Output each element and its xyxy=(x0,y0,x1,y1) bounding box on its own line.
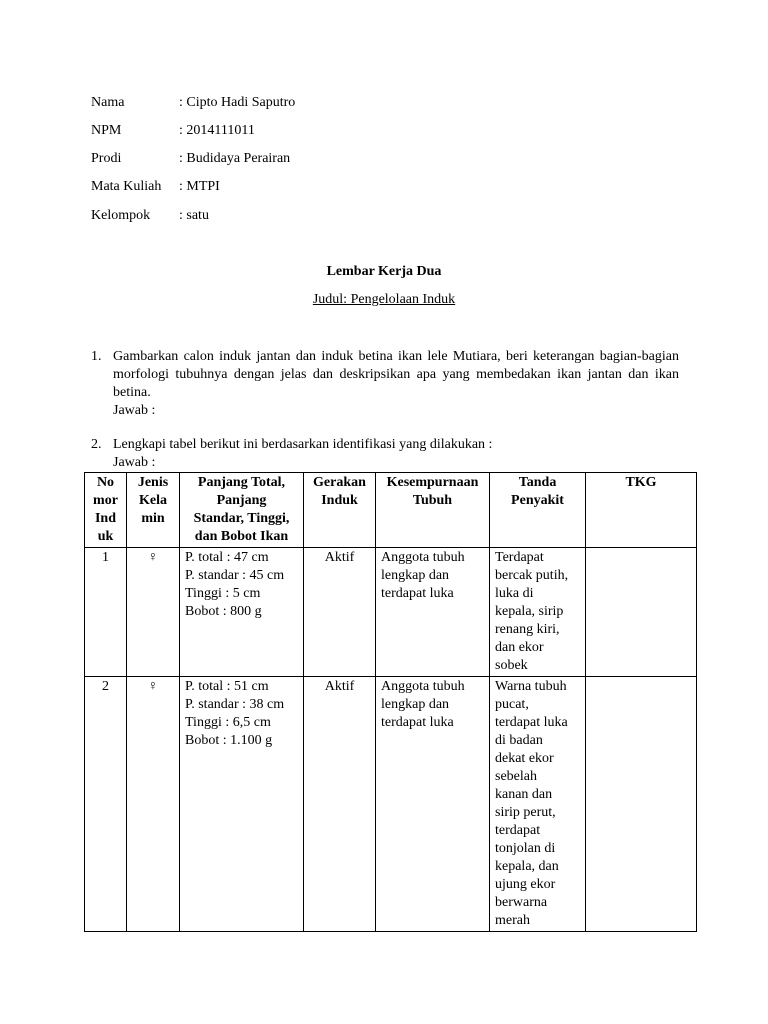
header-kesempurnaan-tubuh: Kesempurnaan Tubuh xyxy=(376,473,490,548)
header-tanda-penyakit: Tanda Penyakit xyxy=(490,473,586,548)
cell-kesempurnaan: Anggota tubuh lengkap dan terdapat luka xyxy=(376,677,490,932)
header-ukuran-ikan: Panjang Total, Panjang Standar, Tinggi, dan Bobot Ikan xyxy=(180,473,304,548)
table-row xyxy=(85,548,697,677)
info-label: NPM xyxy=(91,123,122,138)
cell-gerakan: Aktif xyxy=(304,548,376,677)
cell-kesempurnaan: Anggota tubuh lengkap dan terdapat luka xyxy=(376,548,490,677)
cell-nomor: 1 xyxy=(85,548,127,677)
table-row xyxy=(85,677,697,932)
header-tkg: TKG xyxy=(586,473,697,548)
header-jenis-kelamin: Jenis Kela min xyxy=(127,473,180,548)
info-value: : Budidaya Perairan xyxy=(179,151,291,166)
info-label: Kelompok xyxy=(91,208,151,223)
cell-tkg xyxy=(586,548,697,677)
cell-tkg xyxy=(586,677,697,932)
question-number: 1. xyxy=(91,349,102,364)
answer-label: Jawab : xyxy=(113,455,156,470)
cell-nomor: 2 xyxy=(85,677,127,932)
question-text: Lengkapi tabel berikut ini berdasarkan identifikasi yang dilakukan : xyxy=(113,437,493,452)
table-header-row xyxy=(85,473,697,548)
female-symbol-icon: ♀ xyxy=(127,548,180,677)
answer-label: Jawab : xyxy=(113,403,156,418)
header-nomor-induk: No mor Ind uk xyxy=(85,473,127,548)
question-number: 2. xyxy=(91,437,102,452)
document-subtitle: Judul: Pengelolaan Induk xyxy=(312,292,456,307)
document-title: Lembar Kerja Dua xyxy=(326,264,442,279)
cell-ukuran: P. total : 47 cm P. standar : 45 cm Tinggi : 5 cm Bobot : 800 g xyxy=(180,548,304,677)
cell-gerakan: Aktif xyxy=(304,677,376,932)
female-symbol-icon: ♀ xyxy=(127,677,180,932)
info-label: Nama xyxy=(91,95,125,110)
info-label: Mata Kuliah xyxy=(91,179,162,194)
info-value: : Cipto Hadi Saputro xyxy=(179,95,296,110)
info-value: : 2014111011 xyxy=(179,123,255,138)
cell-penyakit: Warna tubuh pucat, terdapat luka di badan dekat ekor sebelah kanan dan sirip perut, terdapat tonjolan di kepala, dan ujung ekor berwarna merah xyxy=(490,677,586,932)
question-text: Gambarkan calon induk jantan dan induk betina ikan lele Mutiara, beri keterangan bagian-bagian morfologi tubuhnya dengan jelas dan deskripsikan apa yang membedakan ikan jantan dan ikan betina. xyxy=(113,349,679,400)
cell-penyakit: Terdapat bercak putih, luka di kepala, sirip renang kiri, dan ekor sobek xyxy=(490,548,586,677)
info-label: Prodi xyxy=(91,151,122,166)
info-value: : MTPI xyxy=(179,179,220,194)
info-value: : satu xyxy=(179,208,209,223)
identification-table xyxy=(84,472,697,932)
cell-ukuran: P. total : 51 cm P. standar : 38 cm Tinggi : 6,5 cm Bobot : 1.100 g xyxy=(180,677,304,932)
header-gerakan-induk: Gerakan Induk xyxy=(304,473,376,548)
